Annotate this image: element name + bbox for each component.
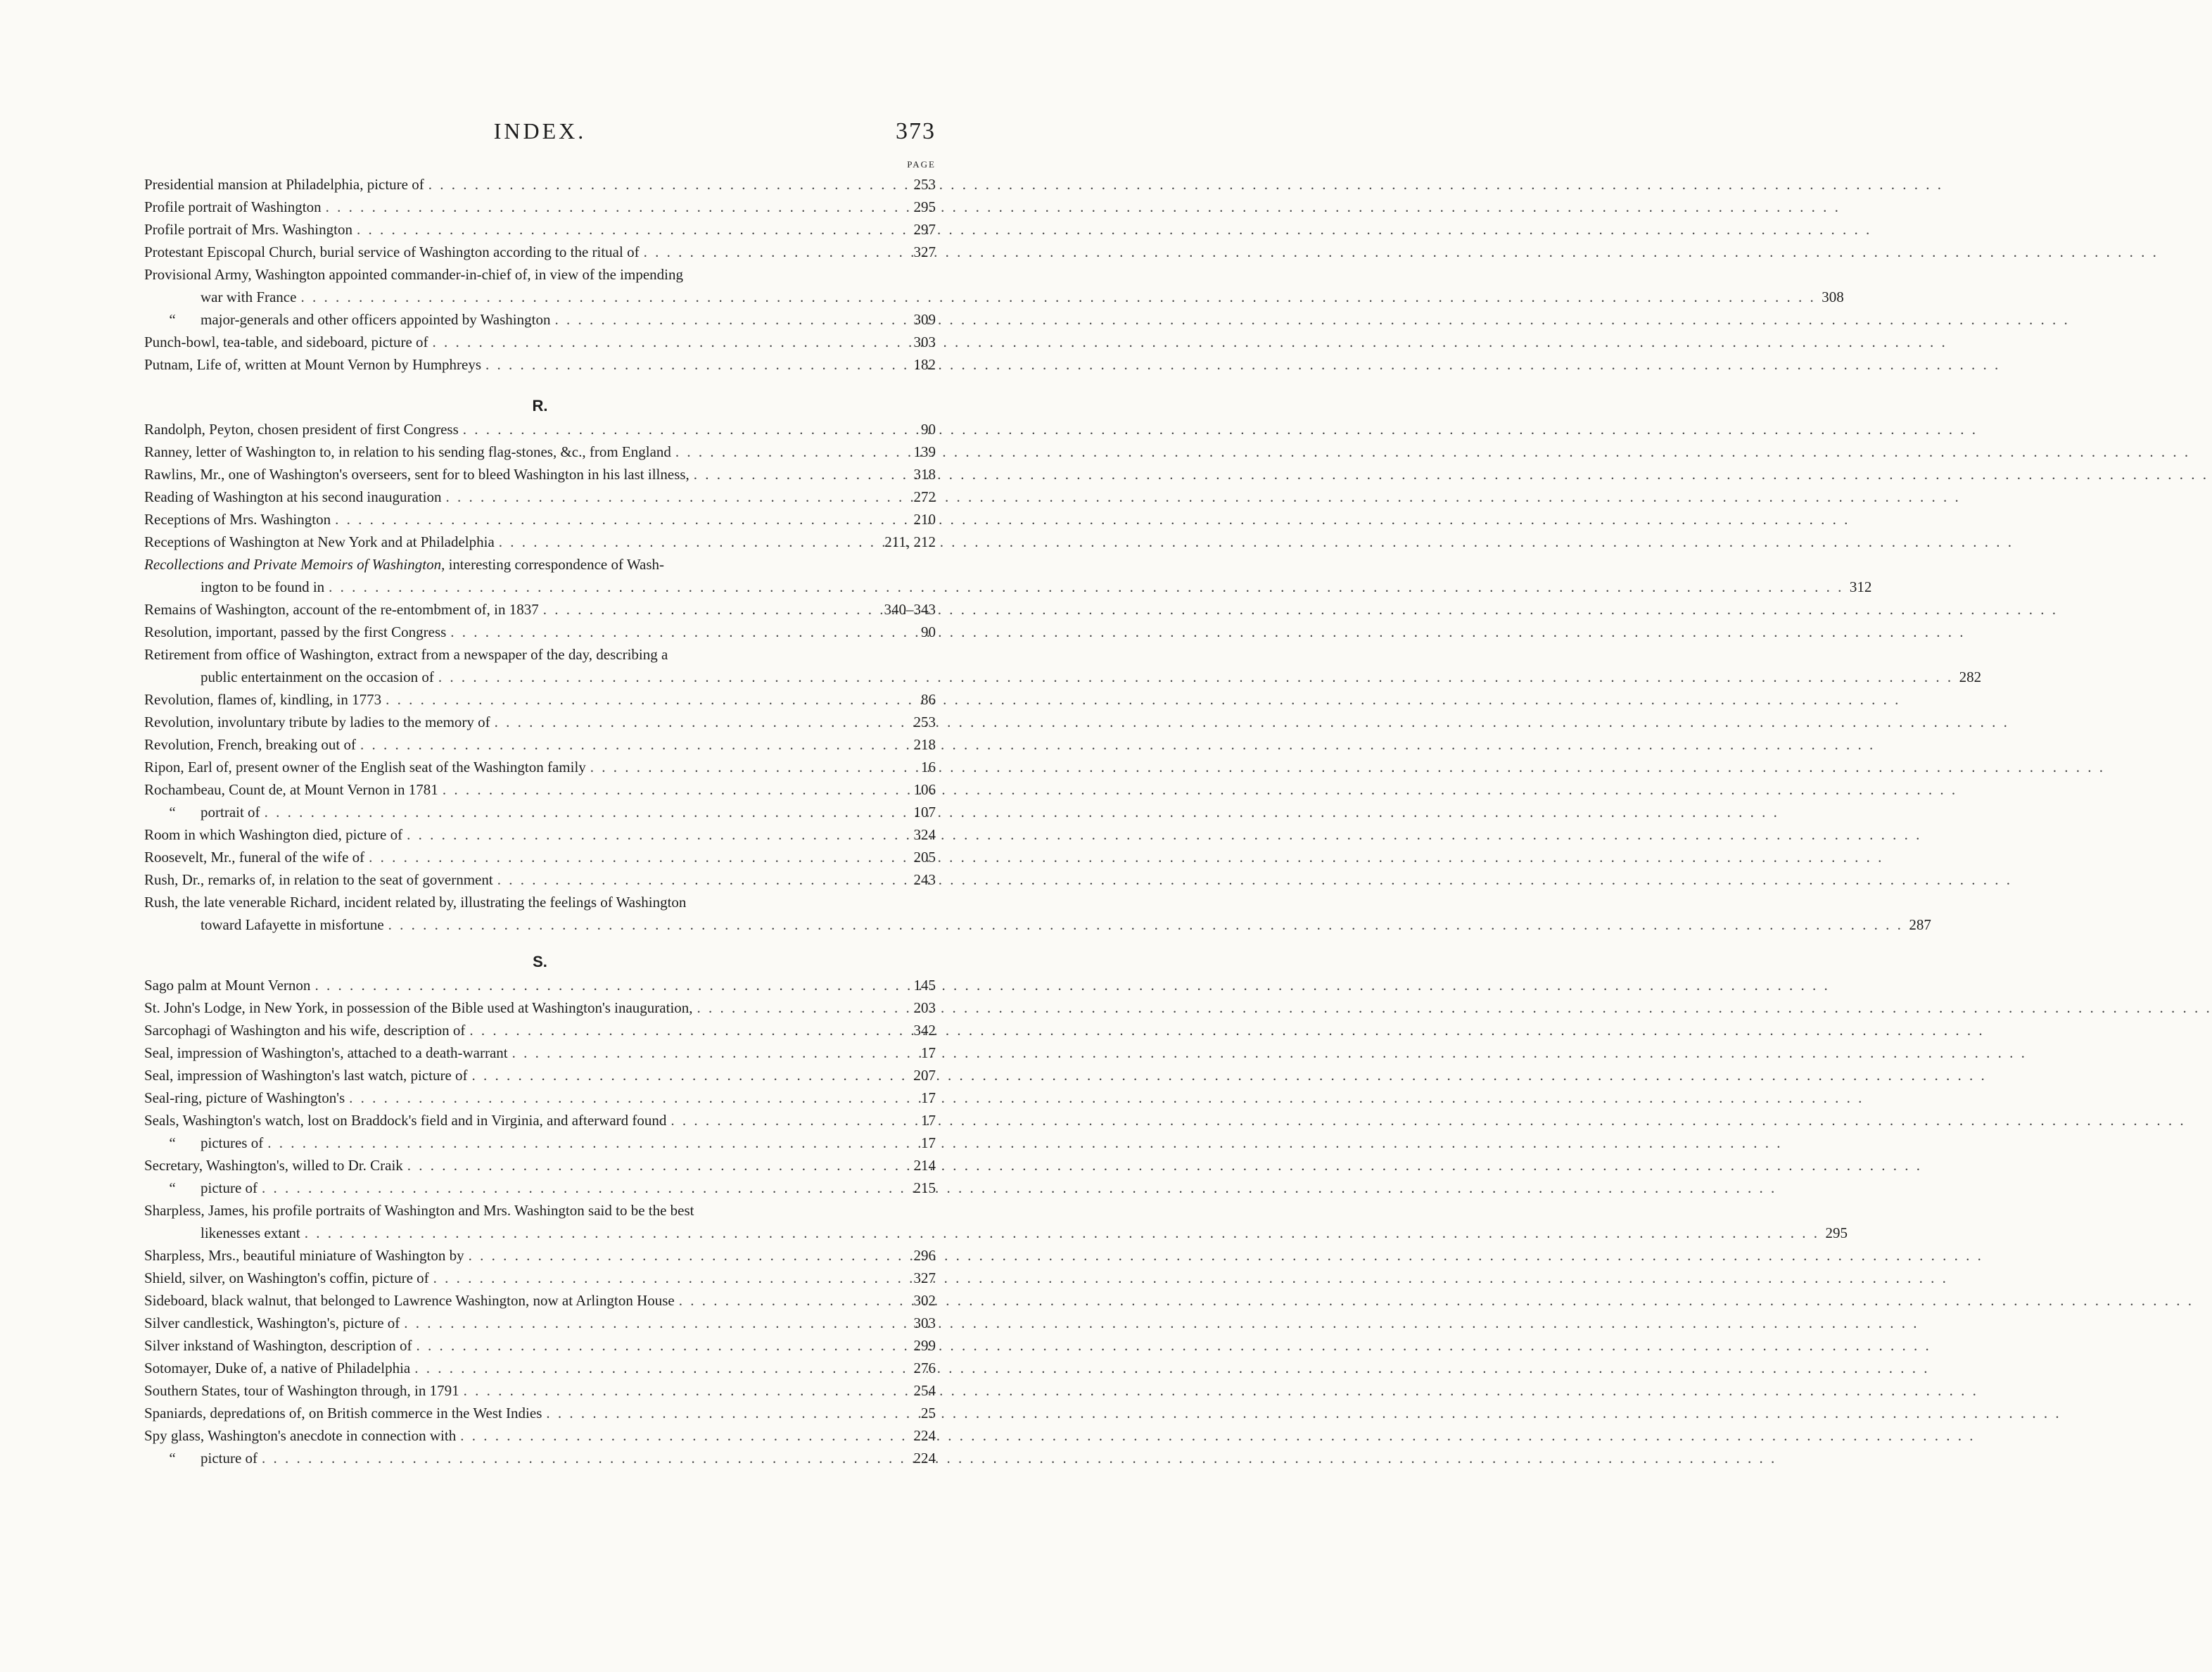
index-entry-page: 16 <box>921 759 936 775</box>
index-entry-heading-text: St. John's Lodge, in New York, in possession of the Bible used at Washington's inauguration, <box>144 999 693 1016</box>
section-heading-s: S. <box>533 953 547 970</box>
index-entry-text <box>144 621 446 643</box>
index-entry-heading-text: Rush, Dr., remarks of, in relation to the seat of government <box>144 871 493 888</box>
dot-leader <box>472 1064 908 1087</box>
index-entry <box>144 553 1872 598</box>
index-entry <box>144 308 936 331</box>
index-entry <box>144 241 936 263</box>
index-entry-text <box>144 733 356 756</box>
index-entry <box>144 353 936 376</box>
index-section-r <box>144 394 1982 936</box>
index-entry-page: 295 <box>913 198 936 215</box>
index-entry-text <box>144 1132 263 1154</box>
index-entry-text <box>144 1019 465 1041</box>
index-entry-text <box>144 1402 542 1424</box>
index-entry-text <box>144 531 495 553</box>
index-entry-page: 308 <box>1822 289 1844 305</box>
index-entry-text <box>144 778 438 801</box>
index-entry-heading-text: Seals, Washington's watch, lost on Braddock's field and in Virginia, and afterward found <box>144 1112 667 1129</box>
index-entry <box>144 463 936 486</box>
index-entry-heading-text: Putnam, Life of, written at Mount Vernon by Humphreys <box>144 356 482 373</box>
index-entry <box>144 263 1844 308</box>
index-entry <box>144 778 936 801</box>
dot-leader <box>469 1244 908 1267</box>
index-entry-continuation <box>144 913 1931 936</box>
index-entry-page: 215 <box>913 1179 936 1196</box>
index-entry-text <box>144 486 442 508</box>
index-entry-page: 340–343 <box>884 601 936 618</box>
index-entry-heading-text: Resolution, important, passed by the first Congress <box>144 623 447 640</box>
index-entry <box>144 598 936 621</box>
index-entry <box>144 508 936 531</box>
index-entry-page: 203 <box>913 999 936 1016</box>
index-entry-page: 205 <box>913 849 936 866</box>
index-entry-page: 218 <box>913 736 936 753</box>
index-entry-page: 295 <box>1825 1224 1848 1241</box>
dot-leader <box>265 801 908 823</box>
index-entry-heading-text: Sideboard, black walnut, that belonged to Lawrence Washington, now at Arlington House <box>144 1292 675 1309</box>
page-column-label: PAGE <box>907 159 936 170</box>
index-entry-heading-text: Revolution, flames of, kindling, in 1773 <box>144 691 382 708</box>
index-entry-text <box>144 441 671 463</box>
index-entry-text <box>144 241 640 263</box>
dot-leader <box>497 868 908 891</box>
index-entry-text <box>144 1087 345 1109</box>
index-entry-page: 303 <box>913 1315 936 1331</box>
index-entry-page: 303 <box>913 334 936 350</box>
index-entry-text <box>144 801 260 823</box>
index-entry-text <box>144 823 402 846</box>
index-entry-heading-text: Receptions of Washington at New York and at Philadelphia <box>144 533 495 550</box>
dot-leader <box>326 196 908 218</box>
index-entry-text <box>144 1154 403 1177</box>
index-entry <box>144 196 936 218</box>
index-entry-page: 297 <box>913 221 936 238</box>
index-entry <box>144 1132 936 1154</box>
index-entry <box>144 1267 936 1289</box>
index-entry <box>144 173 936 196</box>
index-entry-heading-text: Silver candlestick, Washington's, picture of <box>144 1315 400 1331</box>
index-entry-heading-text: Profile portrait of Washington <box>144 198 322 215</box>
index-entry <box>144 1357 936 1379</box>
dot-leader <box>404 1312 908 1334</box>
ditto-mark: “ <box>169 1179 176 1196</box>
index-entry-page: 17 <box>921 1089 936 1106</box>
dot-leader <box>300 286 1815 308</box>
index-entry-page: 299 <box>913 1337 936 1354</box>
index-entry-page: 86 <box>921 691 936 708</box>
index-entry-heading-text: picture of <box>201 1450 258 1467</box>
dot-leader <box>443 778 908 801</box>
index-entry-page: 318 <box>913 466 936 483</box>
dot-leader <box>679 1289 908 1312</box>
index-entry-heading-text: Randolph, Peyton, chosen president of first Congress <box>144 421 459 438</box>
index-entry-text <box>144 1177 258 1199</box>
index-entry <box>144 218 936 241</box>
index-entry-page: 90 <box>921 421 936 438</box>
index-entry-page: 254 <box>913 1382 936 1399</box>
index-entry-text <box>144 196 322 218</box>
section-heading-r: R. <box>532 397 548 414</box>
index-entry-text <box>144 1244 464 1267</box>
dot-leader <box>485 353 908 376</box>
dot-leader <box>694 463 908 486</box>
index-entry-text <box>144 1357 410 1379</box>
dot-leader <box>417 1334 908 1357</box>
index-entry-text <box>144 463 689 486</box>
index-entry-page: 139 <box>913 443 936 460</box>
dot-leader <box>543 598 880 621</box>
index-entry-page: 224 <box>913 1427 936 1444</box>
dot-leader <box>314 974 908 996</box>
index-entry-text <box>144 308 550 331</box>
index-entry-page: 107 <box>913 804 936 821</box>
index-entry-heading-text: Secretary, Washington's, willed to Dr. Craik <box>144 1157 403 1174</box>
index-entry-page: 211, 212 <box>884 533 936 550</box>
index-entry-continuation-text: public entertainment on the occasion of <box>201 669 434 685</box>
ditto-mark: “ <box>169 804 176 821</box>
index-entry-text <box>144 553 936 576</box>
dot-leader <box>407 823 908 846</box>
running-head-title: INDEX. <box>493 118 587 144</box>
index-entry-continuation <box>144 1222 1848 1244</box>
dot-leader <box>460 1424 908 1447</box>
dot-leader <box>697 996 908 1019</box>
index-entry <box>144 1064 936 1087</box>
index-entry-heading-text: picture of <box>201 1179 258 1196</box>
index-entry-heading-text: Punch-bowl, tea-table, and sideboard, picture of <box>144 334 428 350</box>
index-entry <box>144 688 936 711</box>
dot-leader <box>262 1447 908 1469</box>
dot-leader <box>329 576 1843 598</box>
running-head <box>144 118 936 149</box>
index-entry-text <box>144 353 481 376</box>
index-entry <box>144 1424 936 1447</box>
index-entry-page: 296 <box>913 1247 936 1264</box>
index-section-s <box>144 950 1848 1469</box>
index-entry-text <box>144 1447 258 1469</box>
index-entry <box>144 801 936 823</box>
index-entry <box>144 1199 1848 1244</box>
index-entry-page: 302 <box>913 1292 936 1309</box>
index-entry-heading-text: Sarcophagi of Washington and his wife, description of <box>144 1022 466 1039</box>
index-entry-page: 327 <box>913 1269 936 1286</box>
index-entry-text <box>144 1041 508 1064</box>
dot-leader <box>450 621 908 643</box>
index-entry-heading-text: Roosevelt, Mr., funeral of the wife of <box>144 849 365 866</box>
index-entry-heading-text: Protestant Episcopal Church, burial service of Washington according to the ritual of <box>144 243 640 260</box>
index-entry-page: 312 <box>1849 578 1872 595</box>
dot-leader <box>446 486 908 508</box>
dot-leader <box>428 173 908 196</box>
index-entry <box>144 1379 936 1402</box>
index-entry-heading-text: Remains of Washington, account of the re-entombment of, in 1837 <box>144 601 539 618</box>
index-entry <box>144 1244 936 1267</box>
index-entry <box>144 711 936 733</box>
dot-leader <box>349 1087 908 1109</box>
index-entry-heading-text: Seal, impression of Washington's, attached to a death-warrant <box>144 1044 508 1061</box>
index-section-p <box>144 173 1844 376</box>
index-entry-page: 324 <box>913 826 936 843</box>
index-entry-heading-text: Room in which Washington died, picture of <box>144 826 403 843</box>
index-entry <box>144 823 936 846</box>
index-entry-heading-text: Ripon, Earl of, present owner of the English seat of the Washington family <box>144 759 586 775</box>
index-entry-text <box>144 218 352 241</box>
index-entry-text <box>144 846 364 868</box>
index-entry-text <box>144 263 936 286</box>
index-entry-text <box>144 711 490 733</box>
index-entry <box>144 643 1982 688</box>
index-entry-page: 287 <box>1909 916 1931 933</box>
index-entry-continuation-text: likenesses extant <box>201 1224 300 1241</box>
index-entry-page: 253 <box>913 176 936 193</box>
index-entry <box>144 418 936 441</box>
index-entry-page: 207 <box>913 1067 936 1084</box>
index-entry-heading-text: Seal, impression of Washington's last watch, picture of <box>144 1067 468 1084</box>
dot-leader <box>463 418 908 441</box>
index-entry-text <box>144 418 459 441</box>
dot-leader <box>464 1379 908 1402</box>
index-entry-heading-text: Silver inkstand of Washington, description of <box>144 1337 412 1354</box>
dot-leader <box>644 241 908 263</box>
dot-leader <box>670 1109 908 1132</box>
index-entry-text <box>144 1424 456 1447</box>
index-entry <box>144 1109 936 1132</box>
index-entry-heading-text: Provisional Army, Washington appointed commander-in-chief of, in view of the impending <box>144 266 683 283</box>
index-entry <box>144 1289 936 1312</box>
dot-leader <box>407 1154 908 1177</box>
index-entry-text <box>144 1064 468 1087</box>
index-entry-page: 253 <box>913 714 936 730</box>
dot-leader <box>305 1222 1819 1244</box>
index-entry-heading-text: Seal-ring, picture of Washington's <box>144 1089 345 1106</box>
index-entry-heading-text: Shield, silver, on Washington's coffin, picture of <box>144 1269 429 1286</box>
index-entry-continuation-text: ington to be found in <box>201 578 325 595</box>
index-entry <box>144 1177 936 1199</box>
index-entry-page: 210 <box>913 511 936 528</box>
index-entry-page: 243 <box>913 871 936 888</box>
index-entry-continuation-text: toward Lafayette in misfortune <box>201 916 384 933</box>
dot-leader <box>433 331 908 353</box>
index-entry-text <box>144 1109 666 1132</box>
dot-leader <box>386 688 908 711</box>
index-entry-text <box>144 868 493 891</box>
dot-leader <box>414 1357 908 1379</box>
index-entry <box>144 1019 936 1041</box>
dot-leader <box>360 733 908 756</box>
index-entry-page: 327 <box>913 243 936 260</box>
index-entry-page: 106 <box>913 781 936 798</box>
index-entry-heading-text: Revolution, involuntary tribute by ladies to the memory of <box>144 714 490 730</box>
index-entry-page: 17 <box>921 1134 936 1151</box>
index-entry-heading-text: Ranney, letter of Washington to, in relation to his sending flag-stones, &c., from England <box>144 443 671 460</box>
index-entry-page: 145 <box>913 977 936 994</box>
index-entry-heading-text: interesting correspondence of Wash- <box>445 556 664 573</box>
dot-leader <box>357 218 908 241</box>
index-entry-text <box>144 688 381 711</box>
index-entry-text <box>144 1289 675 1312</box>
index-entry-heading-text: Sharpless, James, his profile portraits of Washington and Mrs. Washington said to be the best <box>144 1202 694 1219</box>
index-entry <box>144 868 936 891</box>
ditto-mark: “ <box>169 1134 176 1151</box>
index-entry-text <box>144 891 936 913</box>
index-entry <box>144 621 936 643</box>
index-entry <box>144 531 936 553</box>
dot-leader <box>469 1019 908 1041</box>
index-entry-text <box>144 331 428 353</box>
index-entry <box>144 733 936 756</box>
index-entry-heading-text: Profile portrait of Mrs. Washington <box>144 221 352 238</box>
index-entry <box>144 891 1931 936</box>
dot-leader <box>388 913 1903 936</box>
dot-leader <box>369 846 908 868</box>
dot-leader <box>590 756 908 778</box>
index-entry-heading-text: Rochambeau, Count de, at Mount Vernon in 1781 <box>144 781 438 798</box>
index-entry <box>144 756 936 778</box>
index-entry <box>144 441 936 463</box>
index-entry-text <box>144 598 539 621</box>
index-entry-heading-text: Sotomayer, Duke of, a native of Philadelphia <box>144 1360 411 1376</box>
index-entry <box>144 1447 936 1469</box>
index-entry-heading-text: Receptions of Mrs. Washington <box>144 511 331 528</box>
index-entry-heading-text: Southern States, tour of Washington through, in 1791 <box>144 1382 459 1399</box>
index-entry-text <box>144 974 310 996</box>
index-entry-heading-text: Revolution, French, breaking out of <box>144 736 356 753</box>
index-entry <box>144 1402 936 1424</box>
dot-leader <box>554 308 908 331</box>
index-entry-page: 182 <box>913 356 936 373</box>
index-entry-page: 25 <box>921 1405 936 1421</box>
index-entry-heading-text: Rawlins, Mr., one of Washington's overseers, sent for to bleed Washington in his last illness, <box>144 466 689 483</box>
dot-leader <box>675 441 908 463</box>
index-entry-italic-title: Recollections and Private Memoirs of Washington, <box>144 556 445 573</box>
index-entry-text <box>144 756 586 778</box>
index-entry <box>144 1334 936 1357</box>
index-entry <box>144 331 936 353</box>
index-entry-continuation <box>144 576 1872 598</box>
dot-leader <box>499 531 881 553</box>
index-entry <box>144 996 936 1019</box>
dot-leader <box>495 711 908 733</box>
index-entry-page: 224 <box>913 1450 936 1467</box>
index-entry-heading-text: major-generals and other officers appointed by Washington <box>201 311 551 328</box>
index-entry-heading-text: Presidential mansion at Philadelphia, picture of <box>144 176 424 193</box>
index-entry-page: 276 <box>913 1360 936 1376</box>
index-entry-page: 342 <box>913 1022 936 1039</box>
index-entry <box>144 1154 936 1177</box>
index-entry-heading-text: Retirement from office of Washington, extract from a newspaper of the day, describing a <box>144 646 668 663</box>
index-entry-heading-text: Rush, the late venerable Richard, incident related by, illustrating the feelings of Washington <box>144 894 687 911</box>
index-entry-heading-text: portrait of <box>201 804 260 821</box>
dot-leader <box>546 1402 908 1424</box>
index-entry-text <box>144 996 693 1019</box>
index-entry <box>144 1087 936 1109</box>
index-entry-page: 17 <box>921 1112 936 1129</box>
index-entry <box>144 974 936 996</box>
index-entry-text <box>144 1267 429 1289</box>
dot-leader <box>512 1041 908 1064</box>
index-entry-heading-text: Sago palm at Mount Vernon <box>144 977 311 994</box>
index-entry-heading-text: Sharpless, Mrs., beautiful miniature of Washington by <box>144 1247 464 1264</box>
dot-leader <box>267 1132 908 1154</box>
index-entry-page: 309 <box>913 311 936 328</box>
index-entry <box>144 846 936 868</box>
dot-leader <box>438 666 1953 688</box>
index-entry-page: 17 <box>921 1044 936 1061</box>
index-entry-text <box>144 508 331 531</box>
index-entry-text <box>144 1199 936 1222</box>
index-entry-text <box>144 1379 459 1402</box>
index-entry-text <box>144 1334 412 1357</box>
index-entry <box>144 1041 936 1064</box>
index-entry-continuation <box>144 666 1982 688</box>
index-entry-continuation <box>144 286 1844 308</box>
index-entry-page: 214 <box>913 1157 936 1174</box>
dot-leader <box>262 1177 908 1199</box>
index-entry-page: 90 <box>921 623 936 640</box>
dot-leader <box>433 1267 908 1289</box>
index-entry <box>144 1312 936 1334</box>
index-entry-text <box>144 1312 400 1334</box>
index-entry-text <box>144 643 936 666</box>
index-entry-page: 272 <box>913 488 936 505</box>
index-entry-heading-text: Reading of Washington at his second inauguration <box>144 488 442 505</box>
index-entry-text <box>144 173 424 196</box>
ditto-mark: “ <box>169 311 176 328</box>
index-entry-heading-text: Spaniards, depredations of, on British commerce in the West Indies <box>144 1405 542 1421</box>
index-entry-heading-text: Spy glass, Washington's anecdote in connection with <box>144 1427 457 1444</box>
index-entry-page: 282 <box>1959 669 1982 685</box>
index-entry-continuation-text: war with France <box>201 289 297 305</box>
ditto-mark: “ <box>169 1450 176 1467</box>
index-entry <box>144 486 936 508</box>
page-number: 373 <box>896 118 936 144</box>
dot-leader <box>335 508 908 531</box>
index-entry-heading-text: pictures of <box>201 1134 264 1151</box>
